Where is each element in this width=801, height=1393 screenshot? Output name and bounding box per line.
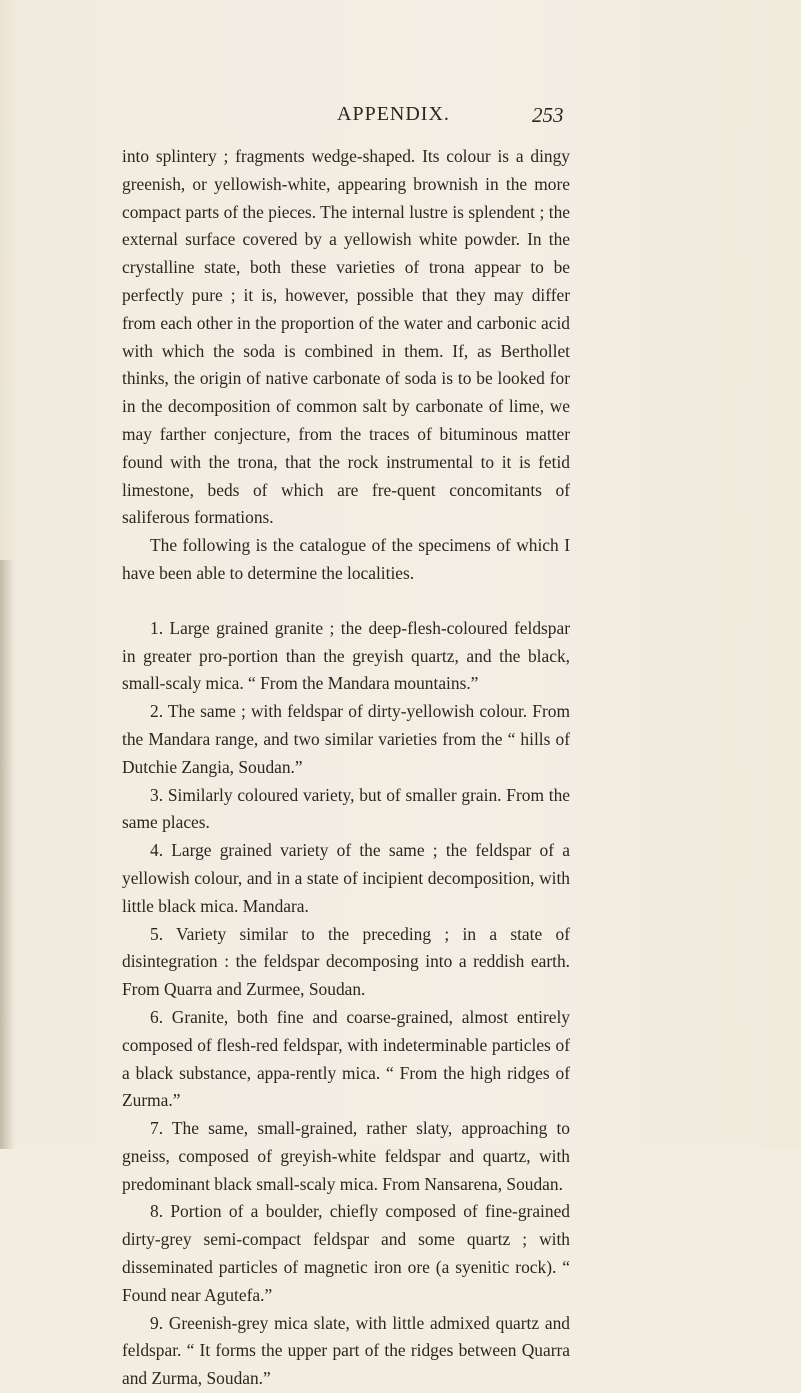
catalogue-item-8: 8. Portion of a boulder, chiefly composed of fine-grained dirty-grey semi-compact feldspar and some quartz ; with disseminated particles of magnetic iron ore (a syenitic rock). “ Found near Agutefa.” bbox=[122, 1201, 570, 1305]
catalogue-item-2: 2. The same ; with feldspar of dirty-yellowish colour. From the Mandara range, and two similar varieties from the “ hills of Dutchie Zangia, Soudan.” bbox=[122, 701, 570, 777]
catalogue-item-6: 6. Granite, both fine and coarse-grained, almost entirely composed of flesh-red feldspar, with indeterminable particles of a black substance, appa-rently mica. “ From the high ridges of Zurma.” bbox=[122, 1006, 570, 1111]
page-number: 253 bbox=[532, 103, 564, 127]
catalogue-item-1: 1. Large grained granite ; the deep-flesh-coloured feldspar in greater pro-portion than the greyish quartz, and the black, small-scaly mica. “ From the Mandara mountains.” bbox=[122, 617, 570, 694]
spine-shadow bbox=[0, 560, 14, 1149]
catalogue-item-4: 4. Large grained variety of the same ; the feldspar of a yellowish colour, and in a state of incipient decomposition, with little black mica. Mandara. bbox=[122, 840, 570, 916]
body-text bbox=[122, 143, 570, 1393]
catalogue-item-7: 7. The same, small-grained, rather slaty, approaching to gneiss, composed of greyish-white feldspar and quartz, with predominant black small-scaly mica. From Nansarena, Soudan. bbox=[122, 1118, 570, 1194]
catalogue-item-3: 3. Similarly coloured variety, but of smaller grain. From the same places. bbox=[122, 784, 570, 833]
paragraph-gap bbox=[122, 588, 570, 615]
catalogue-item-9: 9. Greenish-grey mica slate, with little admixed quartz and feldspar. “ It forms the upper part of the ridges between Quarra and Zurma, Soudan.” bbox=[122, 1312, 570, 1389]
paragraph-catalogue-intro: The following is the catalogue of the specimens of which I have been able to determine the localities. bbox=[122, 535, 570, 583]
catalogue-item-5: 5. Variety similar to the preceding ; in a state of disintegration : the feldspar decomposing into a reddish earth. From Quarra and Zurmee, Soudan. bbox=[122, 923, 570, 1000]
paragraph-continuation: into splintery ; fragments wedge-shaped. Its colour is a dingy greenish, or yellowish-white, appearing brownish in the more compact parts of the pieces. The internal lustre is splendent ; the external surface covered by a yellowish white powder. In the crystalline state, both these varieties of trona appear to be perfectly pure ; it is, however, possible that they may differ from each other in the proportion of the water and carbonic acid with which the soda is combined in them. If, as Berthollet thinks, the origin of native carbonate of soda is to be looked for in the decomposition of common salt by carbonate of lime, we may farther conjecture, from the traces of bituminous matter found with the trona, that the rock instrumental to it is fetid limestone, beds of which are fre-quent concomitants of saliferous formations. bbox=[122, 146, 570, 528]
header-title: APPENDIX. bbox=[337, 103, 450, 125]
running-header bbox=[122, 100, 570, 134]
